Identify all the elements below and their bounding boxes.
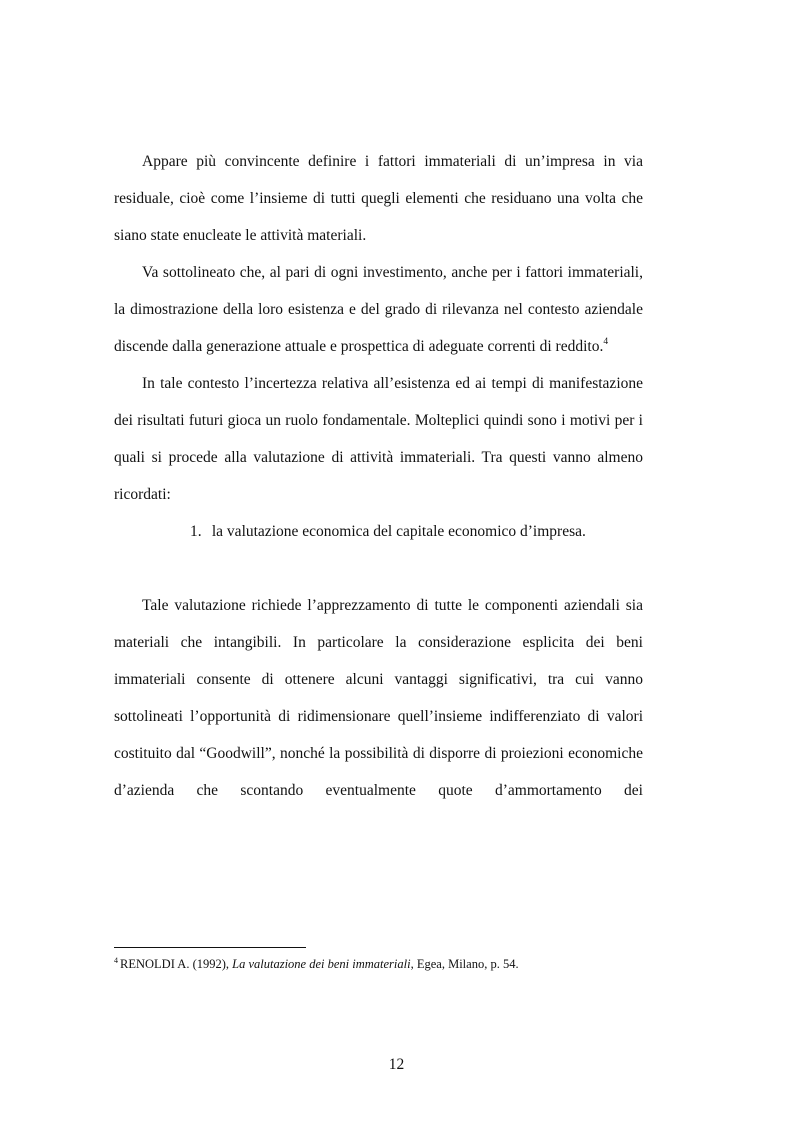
numbered-list — [114, 513, 643, 550]
list-item-number: 1. — [190, 523, 202, 540]
footnote-separator — [114, 947, 306, 948]
list-item — [114, 513, 643, 550]
list-item-text: la valutazione economica del capitale economico d’impresa. — [211, 523, 586, 540]
paragraph-3: In tale contesto l’incertezza relativa all’esistenza ed ai tempi di manifestazione dei risultati futuri gioca un ruolo fondamentale. Molteplici quindi sono i motivi per i quali si procede alla valutazione di attività immateriali. Tra questi vanno almeno ricordati: — [114, 375, 643, 503]
page-number: 12 — [388, 1056, 405, 1073]
body-text — [114, 143, 643, 809]
blank-line — [114, 550, 643, 587]
footnote-reference: 4 — [603, 337, 609, 347]
paragraph-2 — [114, 254, 643, 365]
footnote-title: La valutazione dei beni immateriali — [232, 957, 411, 971]
footnote-text-after: , Egea, Milano, p. 54. — [410, 957, 519, 971]
footnote — [114, 955, 674, 973]
paragraph-1: Appare più convincente definire i fattori immateriali di un’impresa in via residuale, cioè come l’insieme di tutti quegli elementi che residuano una volta che siano state enucleate le attività materiali. — [114, 153, 643, 244]
paragraph-4: Tale valutazione richiede l’apprezzamento di tutte le componenti aziendali sia materiali che intangibili. In particolare la considerazione esplicita dei beni immateriali consente di ottenere alcuni vantaggi significativi, tra cui vanno sottolineati l’opportunità di ridimensionare quell’insieme indifferenziato di valori costituito dal “Goodwill”, nonché la possibilità di disporre di proiezioni economiche d’azienda che scontando eventualmente quote d’ammortamento dei — [114, 597, 643, 799]
footnote-text-before: RENOLDI A. (1992), — [120, 957, 233, 971]
footnote-number: 4 — [114, 956, 118, 965]
paragraph-2-text: Va sottolineato che, al pari di ogni investimento, anche per i fattori immateriali, la dimostrazione della loro esistenza e del grado di rilevanza nel contesto aziendale discende dalla generazione attuale e prospettica di adeguate correnti di reddito. — [114, 264, 643, 355]
